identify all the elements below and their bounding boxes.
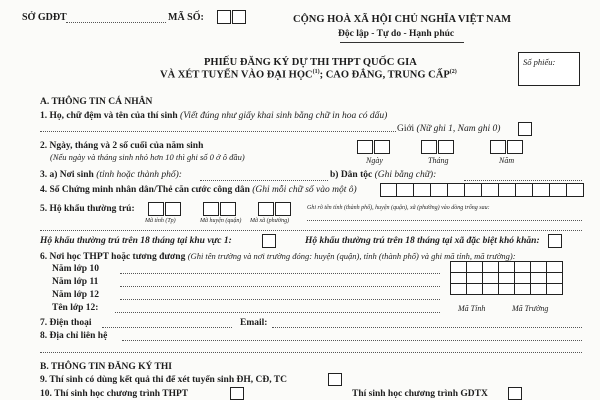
- code-cell[interactable]: [547, 284, 563, 295]
- so-phieu-box[interactable]: [518, 52, 580, 86]
- ma-truong-col-caption: Mã Trường: [512, 304, 549, 313]
- ma-xa-caption: Mã xã (phường): [250, 218, 290, 224]
- form-title-line2: VÀ XÉT TUYỂN VÀO ĐẠI HỌC$^{(1)}$; CAO ĐẲNG, TRUNG CẤP$^{(2)}$: [160, 69, 457, 81]
- email-input[interactable]: [272, 327, 582, 328]
- cmnd-digit-box[interactable]: [465, 183, 482, 197]
- ma-tinh-col-caption: Mã Tỉnh: [458, 304, 486, 313]
- ngay-box-1[interactable]: [357, 140, 373, 154]
- nam-lop-10-label: Năm lớp 10: [52, 264, 99, 274]
- code-cell[interactable]: [499, 284, 515, 295]
- q3b-hint: (Ghi bằng chữ):: [374, 170, 437, 180]
- code-cell[interactable]: [499, 262, 515, 273]
- ma-so-box-1[interactable]: [217, 10, 231, 24]
- code-cell[interactable]: [467, 284, 483, 295]
- code-cell[interactable]: [451, 273, 467, 284]
- nam-box-2[interactable]: [507, 140, 523, 154]
- q9-box[interactable]: [328, 373, 342, 386]
- cmnd-digit-box[interactable]: [414, 183, 431, 197]
- cmnd-digit-box[interactable]: [550, 183, 567, 197]
- so-phieu-label: Số phiếu:: [523, 57, 556, 67]
- q3a-hint: (tỉnh hoặc thành phố):: [96, 170, 182, 180]
- code-cell[interactable]: [531, 262, 547, 273]
- thang-box-1[interactable]: [421, 140, 437, 154]
- q3a-label: 3. a) Nơi sinh: [40, 170, 94, 180]
- cmnd-digit-box[interactable]: [533, 183, 550, 197]
- cmnd-boxes: [380, 183, 584, 197]
- dbkk-label: Hộ khẩu thường trú trên 18 tháng tại xã đặc biệt khó khăn:: [305, 236, 540, 246]
- q4-row: [40, 185, 357, 195]
- code-cell[interactable]: [515, 262, 531, 273]
- code-cell[interactable]: [483, 284, 499, 295]
- ma-tinh-box-2[interactable]: [165, 202, 181, 216]
- address-input[interactable]: [122, 340, 582, 341]
- code-cell[interactable]: [483, 262, 499, 273]
- country-name: CỘNG HOÀ XÃ HỘI CHỦ NGHĨA VIỆT NAM: [293, 14, 512, 25]
- q9-label: 9. Thí sinh có dùng kết quả thi để xét tuyển sinh ĐH, CĐ, TC: [40, 375, 287, 385]
- cmnd-digit-box[interactable]: [431, 183, 448, 197]
- ma-tinh-box-1[interactable]: [148, 202, 164, 216]
- q6-label: 6. Nơi học THPT hoặc tương đương: [40, 252, 186, 262]
- q2-label: 2. Ngày, tháng và 2 số cuối của năm sinh: [40, 141, 204, 151]
- code-cell[interactable]: [547, 273, 563, 284]
- q8-label: 8. Địa chỉ liên hệ: [40, 331, 108, 341]
- code-cell[interactable]: [499, 273, 515, 284]
- gioi-box[interactable]: [518, 122, 532, 136]
- nam-lop-10-input[interactable]: [120, 273, 440, 274]
- ma-huyen-caption: Mã huyện (quận): [200, 218, 242, 224]
- q1-row: [40, 111, 387, 121]
- nam-lop-12-input[interactable]: [120, 299, 440, 300]
- ma-huyen-box-1[interactable]: [203, 202, 219, 216]
- section-a-heading: A. THÔNG TIN CÁ NHÂN: [40, 97, 153, 107]
- q2-hint: (Nếu ngày và tháng sinh nhỏ hơn 10 thì ghi số 0 ở ô đầu): [50, 152, 245, 162]
- ho-ten-input[interactable]: [40, 131, 396, 132]
- code-cell[interactable]: [531, 273, 547, 284]
- motto: Độc lập - Tự do - Hạnh phúc: [338, 29, 455, 39]
- gdtx-label: Thí sinh học chương trình GDTX: [352, 389, 488, 399]
- cmnd-digit-box[interactable]: [448, 183, 465, 197]
- ma-xa-box-2[interactable]: [275, 202, 291, 216]
- nam-lop-11-label: Năm lớp 11: [52, 277, 99, 287]
- q4-hint: (Ghi mỗi chữ số vào một ô): [252, 185, 357, 195]
- ma-xa-box-1[interactable]: [258, 202, 274, 216]
- q6-hint: (Ghi tên trường và nơi trường đóng: huyện (quận), tỉnh (thành phố) và ghi mã tỉnh, mã trường):: [187, 251, 516, 261]
- cmnd-digit-box[interactable]: [499, 183, 516, 197]
- code-cell[interactable]: [531, 284, 547, 295]
- q1-hint: (Viết đúng như giấy khai sinh bằng chữ in hoa có dấu): [180, 111, 388, 121]
- ngay-caption: Ngày: [366, 156, 383, 165]
- q7-label: 7. Điện thoại: [40, 318, 92, 328]
- motto-underline: [340, 42, 464, 43]
- q5-label: 5. Hộ khẩu thường trú:: [40, 204, 135, 214]
- dan-toc-input[interactable]: [464, 180, 582, 181]
- email-label: Email:: [240, 318, 268, 328]
- q5-note: Ghi rõ tên tỉnh (thành phố), huyện (quận), xã (phường) vào dòng trống sau:: [307, 205, 490, 211]
- ten-lop-12-label: Tên lớp 12:: [52, 303, 99, 313]
- form-title-line1: PHIẾU ĐĂNG KÝ DỰ THI THPT QUỐC GIA: [204, 57, 417, 68]
- gioi-label: Giới: [397, 124, 415, 134]
- kv1-label: Hộ khẩu thường trú trên 18 tháng tại khu vực 1:: [40, 236, 232, 246]
- q3b-label: b) Dân tộc: [330, 170, 373, 180]
- cmnd-digit-box[interactable]: [567, 183, 584, 197]
- cmnd-digit-box[interactable]: [516, 183, 533, 197]
- dbkk-box[interactable]: [548, 234, 562, 248]
- code-cell[interactable]: [467, 273, 483, 284]
- cmnd-digit-box[interactable]: [397, 183, 414, 197]
- so-gddt-label: SỞ GDĐT: [22, 12, 67, 23]
- kv1-box[interactable]: [262, 234, 276, 248]
- ho-khau-line-2[interactable]: [40, 230, 582, 231]
- code-cell[interactable]: [451, 262, 467, 273]
- cmnd-digit-box[interactable]: [380, 183, 397, 197]
- gdtx-box[interactable]: [508, 387, 522, 400]
- gioi-hint: (Nữ ghi 1, Nam ghi 0): [416, 124, 501, 134]
- ma-so-label: MÃ SỐ:: [168, 12, 204, 23]
- q10-label: 10. Thí sinh học chương trình THPT: [40, 389, 189, 399]
- nam-lop-12-label: Năm lớp 12: [52, 290, 99, 300]
- code-cell[interactable]: [547, 262, 563, 273]
- gioi-row: [397, 124, 500, 134]
- nam-box-1[interactable]: [490, 140, 506, 154]
- q4-label: 4. Số Chứng minh nhân dân/Thẻ căn cước công dân: [40, 185, 250, 195]
- cmnd-digit-box[interactable]: [482, 183, 499, 197]
- code-cell[interactable]: [515, 284, 531, 295]
- noi-sinh-input[interactable]: [200, 180, 328, 181]
- code-cell[interactable]: [483, 273, 499, 284]
- phone-input[interactable]: [102, 327, 232, 328]
- thang-box-2[interactable]: [438, 140, 454, 154]
- q1-label: 1. Họ, chữ đệm và tên của thí sinh: [40, 111, 178, 121]
- ma-so-box-2[interactable]: [232, 10, 246, 24]
- ma-tinh-caption: Mã tỉnh (Tp): [145, 218, 176, 224]
- address-line-2[interactable]: [40, 352, 582, 353]
- code-cell[interactable]: [467, 262, 483, 273]
- school-code-grid: [450, 261, 563, 295]
- nam-lop-11-input[interactable]: [120, 286, 440, 287]
- ho-khau-input[interactable]: [307, 220, 582, 221]
- q10-thpt-box[interactable]: [230, 387, 244, 400]
- q3a-row: [40, 170, 182, 180]
- q6-row: [40, 251, 516, 262]
- ngay-box-2[interactable]: [374, 140, 390, 154]
- code-cell[interactable]: [451, 284, 467, 295]
- ten-lop-12-input[interactable]: [115, 312, 440, 313]
- ma-huyen-box-2[interactable]: [220, 202, 236, 216]
- nam-caption: Năm: [499, 156, 515, 165]
- thang-caption: Tháng: [428, 156, 449, 165]
- q3b-row: [330, 170, 436, 180]
- section-b-heading: B. THÔNG TIN ĐĂNG KÝ THI: [40, 362, 172, 372]
- so-gddt-line[interactable]: [66, 22, 166, 23]
- code-cell[interactable]: [515, 273, 531, 284]
